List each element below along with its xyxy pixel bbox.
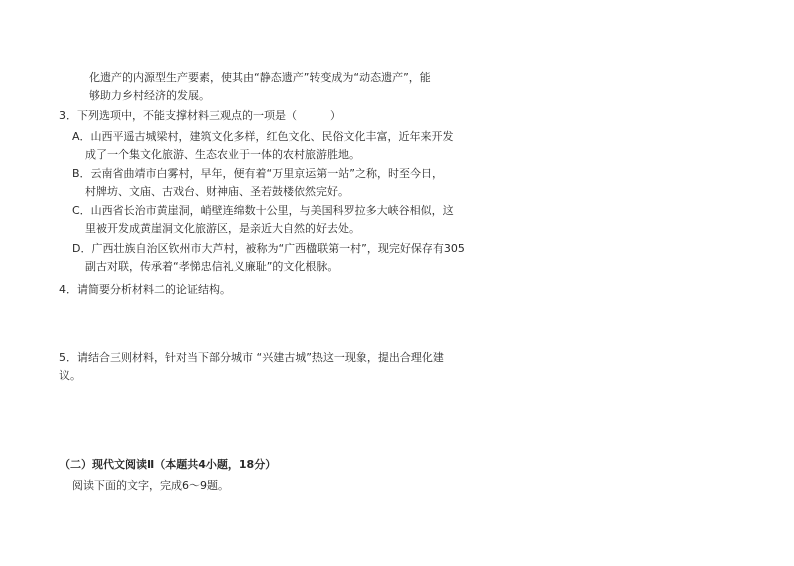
- q3-option-d-line1: D．广西壮族自治区钦州市大芦村，被称为“广西楹联第一村”，现完好保存有305: [72, 242, 465, 255]
- intro-line-1: 化遗产的内源型生产要素，使其由“静态遗产”转变成为“动态遗产”，能: [89, 71, 431, 84]
- q3-option-a-line2: 成了一个集文化旅游、生态农业于一体的农村旅游胜地。: [85, 148, 360, 161]
- question-3-stem: 3．下列选项中，不能支撑材料三观点的一项是（ ）: [59, 109, 341, 122]
- q3-option-b-line2: 村牌坊、文庙、古戏台、财神庙、圣若鼓楼依然完好。: [85, 185, 349, 198]
- question-4: 4．请简要分析材料二的论证结构。: [59, 283, 231, 296]
- question-5-line2: 议。: [59, 369, 81, 382]
- intro-line-2: 够助力乡村经济的发展。: [89, 89, 210, 102]
- section-instruction: 阅读下面的文字，完成6～9题。: [72, 479, 229, 492]
- q3-option-d-line2: 副古对联，传承着“孝悌忠信礼义廉耻”的文化根脉。: [85, 260, 339, 273]
- question-5-line1: 5．请结合三则材料，针对当下部分城市 “兴建古城”热这一现象，提出合理化建: [59, 351, 444, 364]
- q3-option-c-line1: C．山西省长治市黄崖洞，峭壁连绵数十公里，与美国科罗拉多大峡谷相似，这: [72, 204, 454, 217]
- q3-option-c-line2: 里被开发成黄崖洞文化旅游区，是亲近大自然的好去处。: [85, 222, 360, 235]
- section-title: （二）现代文阅读Ⅱ（本题共4小题，18分）: [59, 458, 277, 471]
- q3-option-a-line1: A．山西平遥古城梁村，建筑文化多样，红色文化、民俗文化丰富，近年来开发: [72, 130, 454, 143]
- q3-option-b-line1: B．云南省曲靖市白雾村，早年，便有着“万里京运第一站”之称，时至今日，: [72, 167, 443, 180]
